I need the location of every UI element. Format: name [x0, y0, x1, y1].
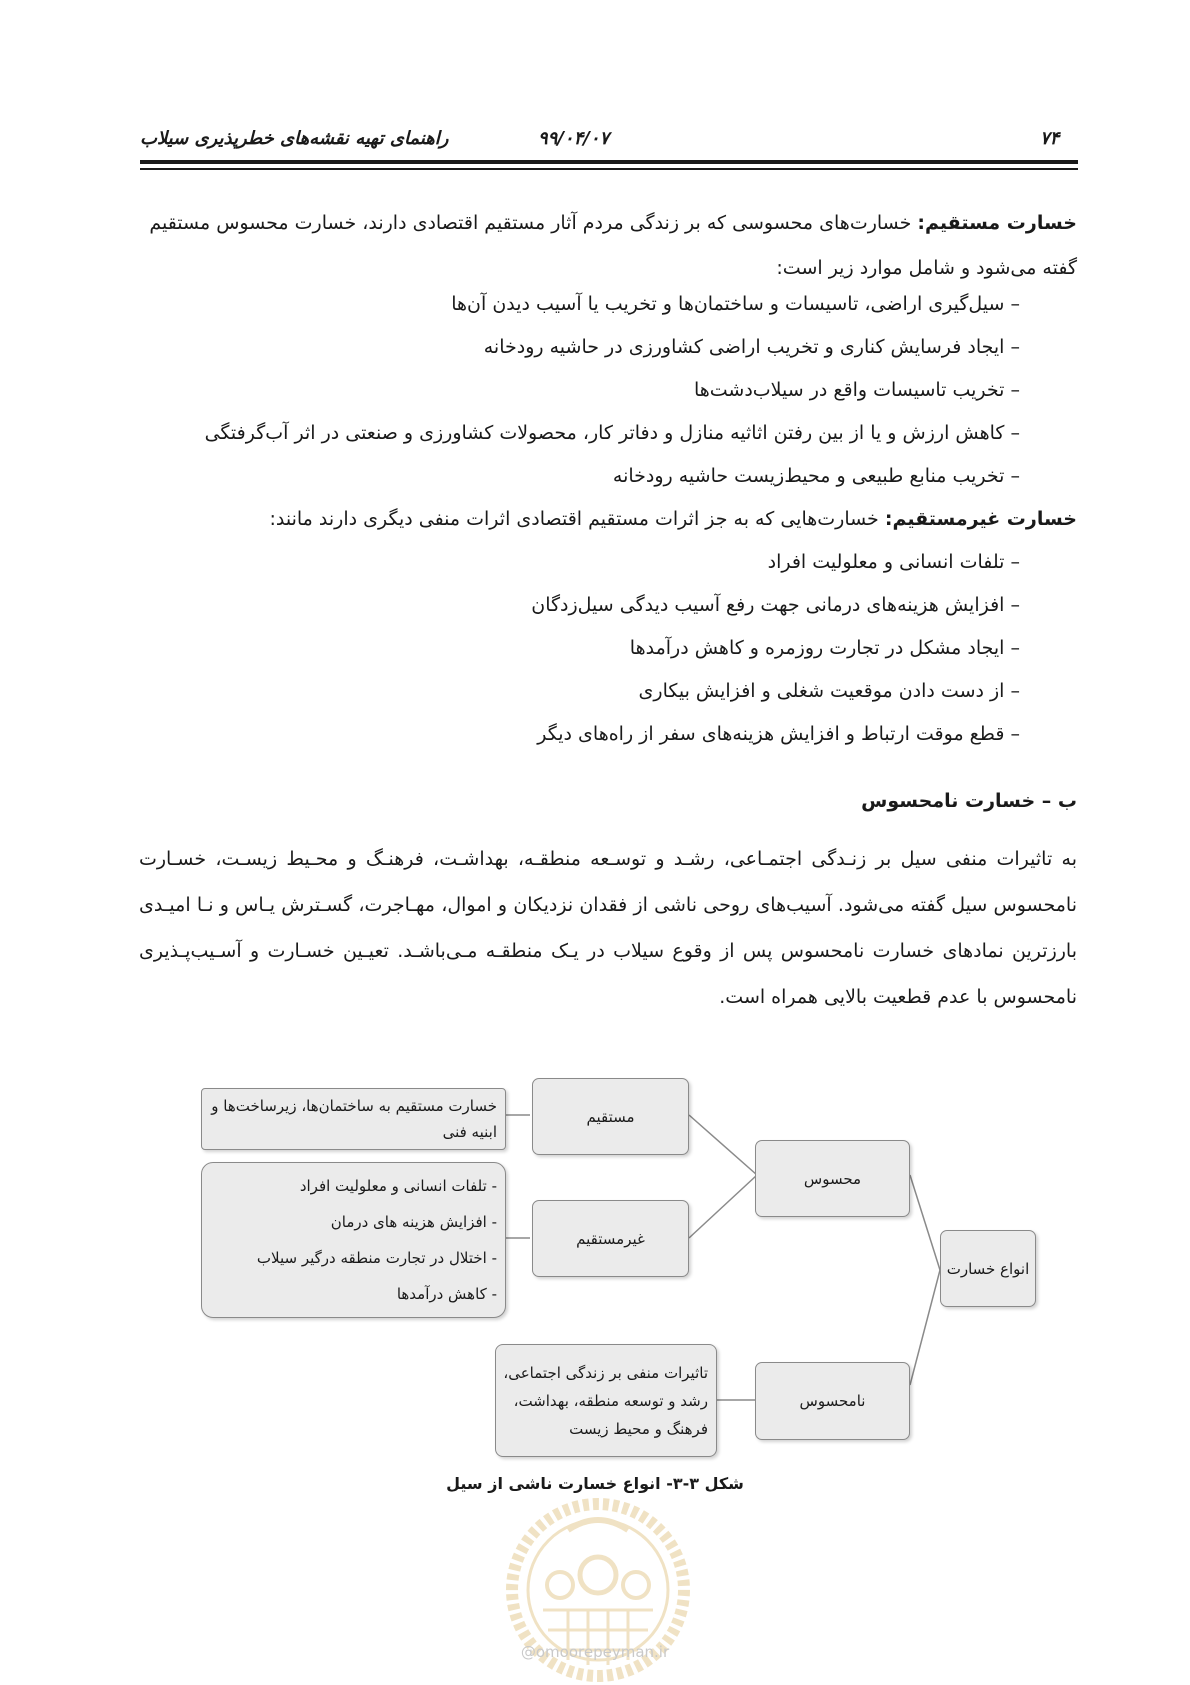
- diagram-indirect-desc-line: - کاهش درآمدها: [396, 1285, 497, 1303]
- diagram-intangible-desc: [495, 1344, 717, 1457]
- indirect-loss-item: – ایجاد مشکل در تجارت روزمره و کاهش درآمدها: [629, 637, 1020, 659]
- diagram-direct: مستقیم: [532, 1078, 689, 1155]
- direct-loss-term: خسارت مستقیم:: [917, 212, 1077, 234]
- document-title: راهنمای تهیه نقشه‌های خطرپذیری سیلاب: [140, 128, 449, 149]
- direct-loss-item: – سیل‌گیری اراضی، تاسیسات و ساختمان‌ها و تخریب یا آسیب دیدن آن‌ها: [451, 293, 1020, 315]
- indirect-loss-item: – تلفات انسانی و معلولیت افراد: [767, 551, 1020, 573]
- indirect-loss-item: – افزایش هزینه‌های درمانی جهت رفع آسیب دیدگی سیل‌زدگان: [531, 594, 1020, 616]
- page-number: ۷۴: [1040, 128, 1060, 149]
- document-date: ۹۹/۰۴/۰۷: [538, 128, 610, 149]
- diagram-intangible-desc-line: رشد و توسعه منطقه، بهداشت،: [513, 1391, 708, 1410]
- intangible-line: بارزترین نمادهای خسارت نامحسوس پس از وقوع سیلاب در یـک منطقـه مـی‌باشـد. تعیـین خسـارت و آسـیب‌پـذیری: [139, 940, 1077, 962]
- indirect-loss-item: – قطع موقت ارتباط و افزایش هزینه‌های سفر از راه‌های دیگر: [537, 723, 1020, 745]
- direct-loss-item: – تخریب تاسیسات واقع در سیلاب‌دشت‌ها: [693, 379, 1020, 401]
- diagram-direct-desc: [201, 1088, 506, 1150]
- indirect-loss-term: خسارت غیرمستقیم:: [884, 508, 1077, 530]
- intangible-line: نامحسوس با عدم قطعیت بالایی همراه است.: [719, 986, 1077, 1008]
- direct-loss-item: – کاهش ارزش و یا از بین رفتن اثاثیه منازل و دفاتر کار، محصولات کشاورزی و صنعتی در اثر آب‌گرفتگی: [204, 422, 1020, 444]
- intangible-line: نامحسوس سیل گفته می‌شود. آسیب‌های روحی ناشی از فقدان نزدیکان و اموال، مهـاجرت، گسـترش یـاس و نـا امیـدی: [139, 894, 1077, 916]
- intangible-line: به تاثیرات منفی سیل بر زنـدگی اجتمـاعی، رشـد و توسـعه منطقـه، بهداشـت، فرهنـگ و محـیط زیسـت، خسـارت: [139, 848, 1077, 870]
- diagram-indirect-desc: [201, 1162, 506, 1318]
- diagram-tangible: محسوس: [755, 1140, 910, 1217]
- watermark-url: @omoorepeyman.ir: [520, 1643, 670, 1661]
- diagram-intangible-desc-line: فرهنگ و محیط زیست: [569, 1419, 708, 1438]
- section-heading: ب – خسارت نامحسوس: [861, 790, 1077, 812]
- diagram-indirect-desc-line: - اختلال در تجارت منطقه درگیر سیلاب: [256, 1249, 497, 1267]
- diagram-root: انواع خسارت: [940, 1230, 1036, 1307]
- diagram-direct-desc-line: ابنیه فنی: [442, 1123, 497, 1141]
- diagram-intangible-desc-line: تاثیرات منفی بر زندگی اجتماعی،: [503, 1363, 708, 1382]
- connector-tangible-indirect: [689, 1175, 757, 1238]
- direct-loss-text-2: گفته می‌شود و شامل موارد زیر است:: [776, 257, 1077, 279]
- connector-root-tangible: [910, 1175, 940, 1270]
- direct-loss-item: – تخریب منابع طبیعی و محیط‌زیست حاشیه رودخانه: [612, 465, 1020, 487]
- diagram-intangible: نامحسوس: [755, 1362, 910, 1440]
- connector-tangible-direct: [689, 1115, 757, 1175]
- diagram-indirect-desc-line: - تلفات انسانی و معلولیت افراد: [299, 1177, 497, 1195]
- connector-root-intangible: [910, 1270, 940, 1385]
- diagram-indirect-desc-line: - افزایش هزینه های درمان: [330, 1213, 497, 1231]
- direct-loss-item: – ایجاد فرسایش کناری و تخریب اراضی کشاورزی در حاشیه رودخانه: [483, 336, 1020, 358]
- indirect-loss-item: – از دست دادن موقعیت شغلی و افزایش بیکاری: [638, 680, 1020, 702]
- indirect-loss-text: خسارت‌هایی که به جز اثرات مستقیم اقتصادی اثرات منفی دیگری دارند مانند:: [269, 508, 885, 530]
- direct-loss-text: خسارت‌های محسوسی که بر زندگی مردم آثار مستقیم اقتصادی دارند، خسارت محسوس مستقیم: [149, 212, 918, 234]
- diagram-direct-desc-line: خسارت مستقیم به ساختمان‌ها، زیرساخت‌ها و: [211, 1097, 497, 1115]
- figure-caption: شکل ۳-۳- انواع خسارت ناشی از سیل: [446, 1474, 744, 1493]
- diagram-indirect: غیرمستقیم: [532, 1200, 689, 1277]
